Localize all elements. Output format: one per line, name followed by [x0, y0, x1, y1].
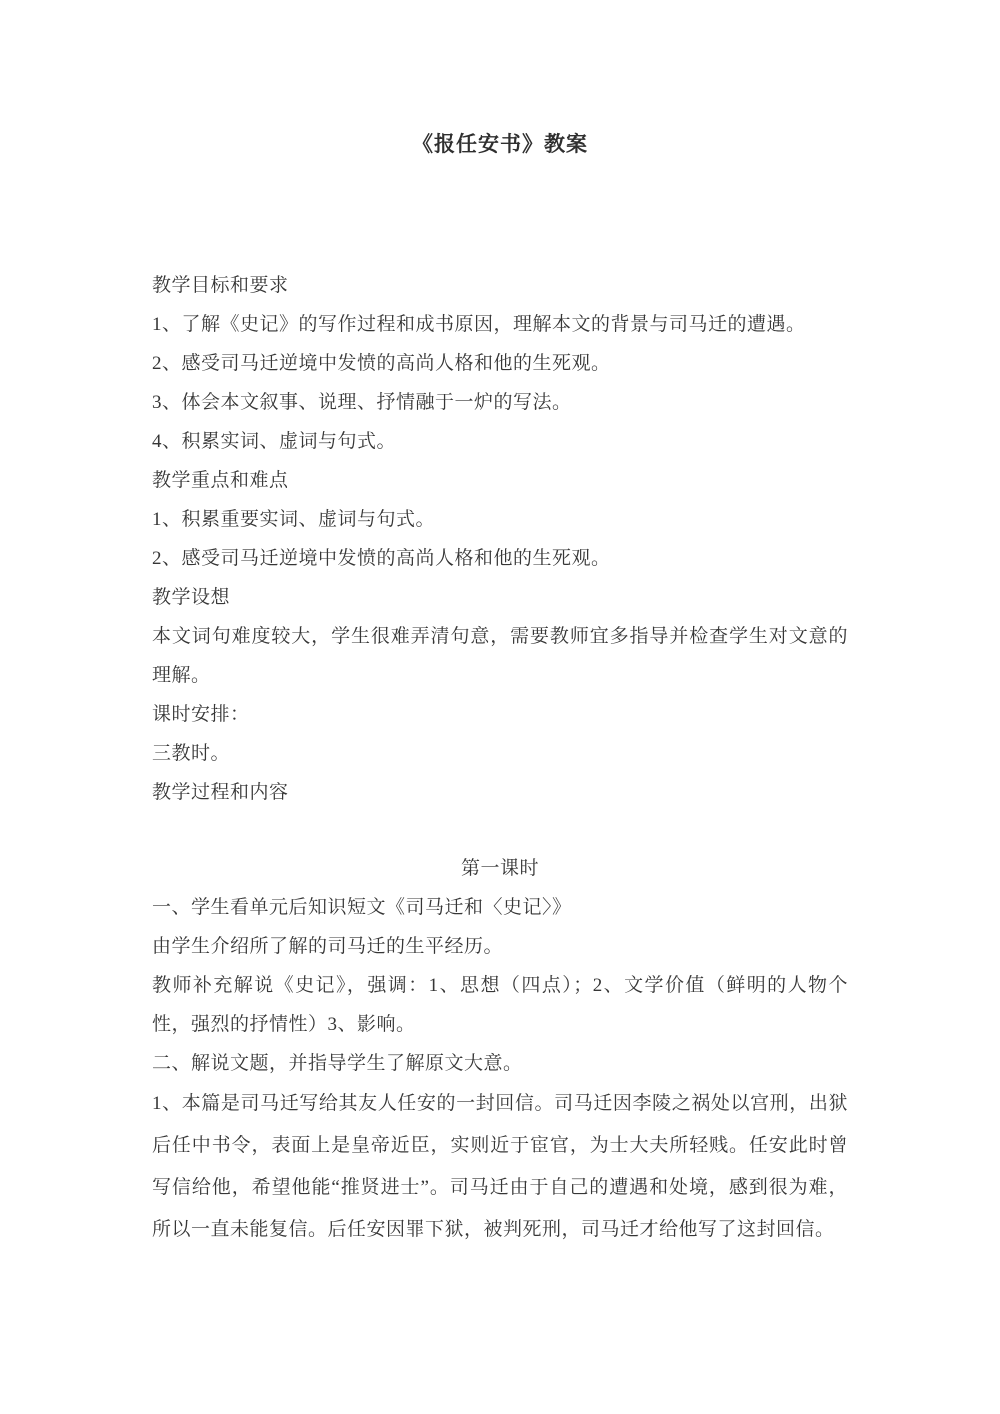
paragraph-process-heading: 教学过程和内容 [152, 782, 289, 803]
document-body [152, 266, 848, 1251]
paragraph-teacher-supplement: 教师补充解说《史记》，强调：1、思想（四点）；2、文学价值（鲜明的人物个性，强烈的抒情性）3、影响。 [152, 975, 848, 1035]
paragraph-teaching-idea-body: 本文词句难度较大，学生很难弄清句意，需要教师宜多指导并检查学生对文意的理解。 [152, 626, 848, 686]
paragraph-schedule-body: 三教时。 [152, 743, 231, 764]
paragraph-goal-3: 3、体会本文叙事、说理、抒情融于一炉的写法。 [152, 392, 572, 413]
paragraph-key-points-heading: 教学重点和难点 [152, 470, 289, 491]
document-title: 《报任安书》教案 [412, 133, 588, 156]
paragraph-lesson-1-heading: 第一课时 [460, 858, 539, 879]
paragraph-teaching-idea-heading: 教学设想 [152, 587, 231, 608]
paragraph-goal-1: 1、了解《史记》的写作过程和成书原因，理解本文的背景与司马迁的遭遇。 [152, 314, 806, 335]
paragraph-step-1: 一、学生看单元后知识短文《司马迁和〈史记〉》 [152, 897, 572, 918]
paragraph-teaching-goals-heading: 教学目标和要求 [152, 275, 289, 296]
paragraph-key-point-1: 1、积累重要实词、虚词与句式。 [152, 509, 436, 530]
paragraph-step-2-detail: 1、本篇是司马迁写给其友人任安的一封回信。司马迁因李陵之祸处以宫刑，出狱后任中书令，表面上是皇帝近臣，实则近于宦官，为士大夫所轻贱。任安此时曾写信给他，希望他能“推贤进士”。司马迁由于自己的遭遇和处境，感到很为难，所以一直未能复信。后任安因罪下狱，被判死刑，司马迁才给他写了这封回信。 [152, 1093, 848, 1240]
paragraph-key-point-2: 2、感受司马迁逆境中发愤的高尚人格和他的生死观。 [152, 548, 611, 569]
paragraph-goal-4: 4、积累实词、虚词与句式。 [152, 431, 397, 452]
paragraph-step-2: 二、解说文题，并指导学生了解原文大意。 [152, 1053, 523, 1074]
paragraph-schedule-heading: 课时安排： [152, 704, 250, 725]
paragraph-goal-2: 2、感受司马迁逆境中发愤的高尚人格和他的生死观。 [152, 353, 611, 374]
paragraph-step-1-detail: 由学生介绍所了解的司马迁的生平经历。 [152, 936, 504, 957]
